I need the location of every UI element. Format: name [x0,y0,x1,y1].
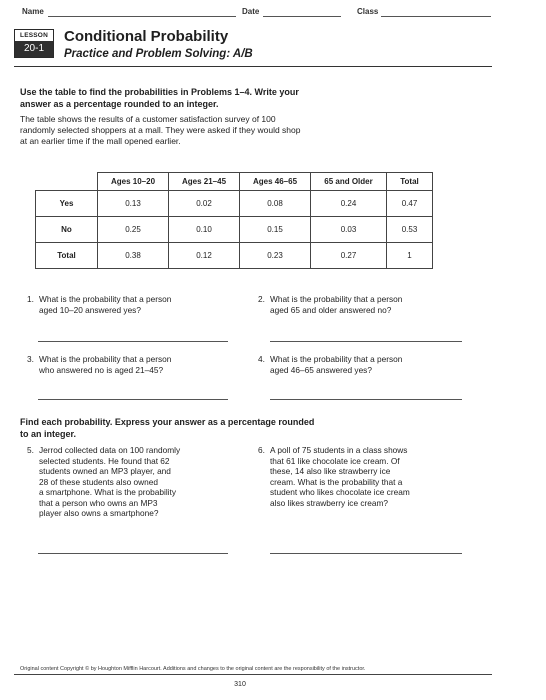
question-1-line1: What is the probability that a person [39,294,172,304]
class-label: Class [357,7,379,16]
question-2-line1: What is the probability that a person [270,294,403,304]
question-5-line: students owned an MP3 player, and [39,466,171,476]
table-cell: 0.47 [387,191,433,217]
question-4-line2: aged 46–65 answered yes? [270,364,372,375]
table-row [36,191,433,217]
question-number: 2. [258,294,265,304]
page-number: 310 [234,681,246,688]
question-1-line2: aged 10–20 answered yes? [39,304,141,315]
question-2 [258,294,402,315]
intro-line1: The table shows the results of a customer satisfaction survey of 100 [20,114,276,124]
table-row-header: Total [36,243,98,269]
page-title: Conditional Probability [64,28,229,45]
table-header-cell: Total [387,173,433,191]
table-cell: 0.12 [169,243,240,269]
question-5-line: 28 of these students also owned [39,476,159,487]
question-2-line2: aged 65 and older answered no? [270,304,392,315]
date-line[interactable] [263,16,341,17]
table-header-cell: 65 and Older [311,173,387,191]
name-label: Name [22,7,44,16]
intro-text [20,114,301,147]
answer-line-4[interactable] [270,399,462,400]
answer-line-6[interactable] [270,553,462,554]
table-cell: 1 [387,243,433,269]
table-row [36,243,433,269]
table-cell: 0.13 [98,191,169,217]
question-number: 1. [27,294,34,304]
instructions-1-line1: Use the table to find the probabilities in Problems 1–4. Write your [20,87,299,97]
page-subtitle: Practice and Problem Solving: A/B [64,48,253,60]
table-header-row [36,173,433,191]
question-5-line: player also owns a smartphone? [39,508,159,518]
question-6 [258,445,410,508]
instructions-2-line1: Find each probability. Express your answer as a percentage rounded [20,417,315,427]
table-row [36,217,433,243]
question-3-line1: What is the probability that a person [39,354,172,364]
footer-copyright: Original content Copyright © by Houghton Mifflin Harcourt. Additions and changes to the original content are the responsibility of the instructor. [20,666,366,672]
question-5-line: selected students. He found that 62 [39,455,170,466]
question-3 [27,354,171,375]
name-line[interactable] [48,16,236,17]
answer-line-3[interactable] [38,399,228,400]
lesson-label: LESSON [20,32,48,39]
question-number: 4. [258,354,265,364]
question-4 [258,354,402,375]
question-6-line: also likes strawberry ice cream? [270,497,389,508]
lesson-badge [14,29,54,58]
table-header-cell: Ages 10–20 [98,173,169,191]
footer-divider [14,674,492,675]
title-divider [14,66,492,67]
question-6-line: A poll of 75 students in a class shows [270,445,408,455]
survey-table [35,172,433,269]
question-number: 6. [258,445,265,455]
table-cell: 0.27 [311,243,387,269]
question-5-line: Jerrod collected data on 100 randomly [39,445,181,455]
question-5 [27,445,180,519]
table-header-cell [36,173,98,191]
question-5-line: a smartphone. What is the probability [39,487,176,497]
class-line[interactable] [381,16,491,17]
date-label: Date [242,7,260,16]
question-number: 3. [27,354,34,364]
question-4-line1: What is the probability that a person [270,354,403,364]
question-6-line: student who likes chocolate ice cream [270,487,410,497]
instructions-2 [20,416,314,440]
table-cell: 0.02 [169,191,240,217]
question-3-line2: who answered no is aged 21–45? [39,364,164,375]
question-6-line: cream. What is the probability that a [270,476,403,487]
lesson-number: 20-1 [15,41,53,57]
question-5-line: that a person who owns an MP3 [39,497,158,508]
table-cell: 0.08 [240,191,311,217]
table-cell: 0.15 [240,217,311,243]
intro-line3: at an earlier time if the mall opened earlier. [20,136,181,146]
table-cell: 0.10 [169,217,240,243]
table-cell: 0.23 [240,243,311,269]
table-header-cell: Ages 21–45 [169,173,240,191]
table-header-cell: Ages 46–65 [240,173,311,191]
question-6-line: these, 14 also like strawberry ice [270,466,391,476]
instructions-2-line2: to an integer. [20,429,77,439]
instructions-1 [20,86,299,110]
table-cell: 0.24 [311,191,387,217]
answer-line-1[interactable] [38,341,228,342]
table-cell: 0.25 [98,217,169,243]
table-row-header: No [36,217,98,243]
answer-line-2[interactable] [270,341,462,342]
table-cell: 0.38 [98,243,169,269]
table-cell: 0.53 [387,217,433,243]
question-1 [27,294,171,315]
table-cell: 0.03 [311,217,387,243]
table-row-header: Yes [36,191,98,217]
intro-line2: randomly selected shoppers at a mall. They were asked if they would shop [20,125,301,135]
question-6-line: that 61 like chocolate ice cream. Of [270,455,400,466]
instructions-1-line2: answer as a percentage rounded to an integer. [20,99,219,109]
question-number: 5. [27,445,34,455]
answer-line-5[interactable] [38,553,228,554]
